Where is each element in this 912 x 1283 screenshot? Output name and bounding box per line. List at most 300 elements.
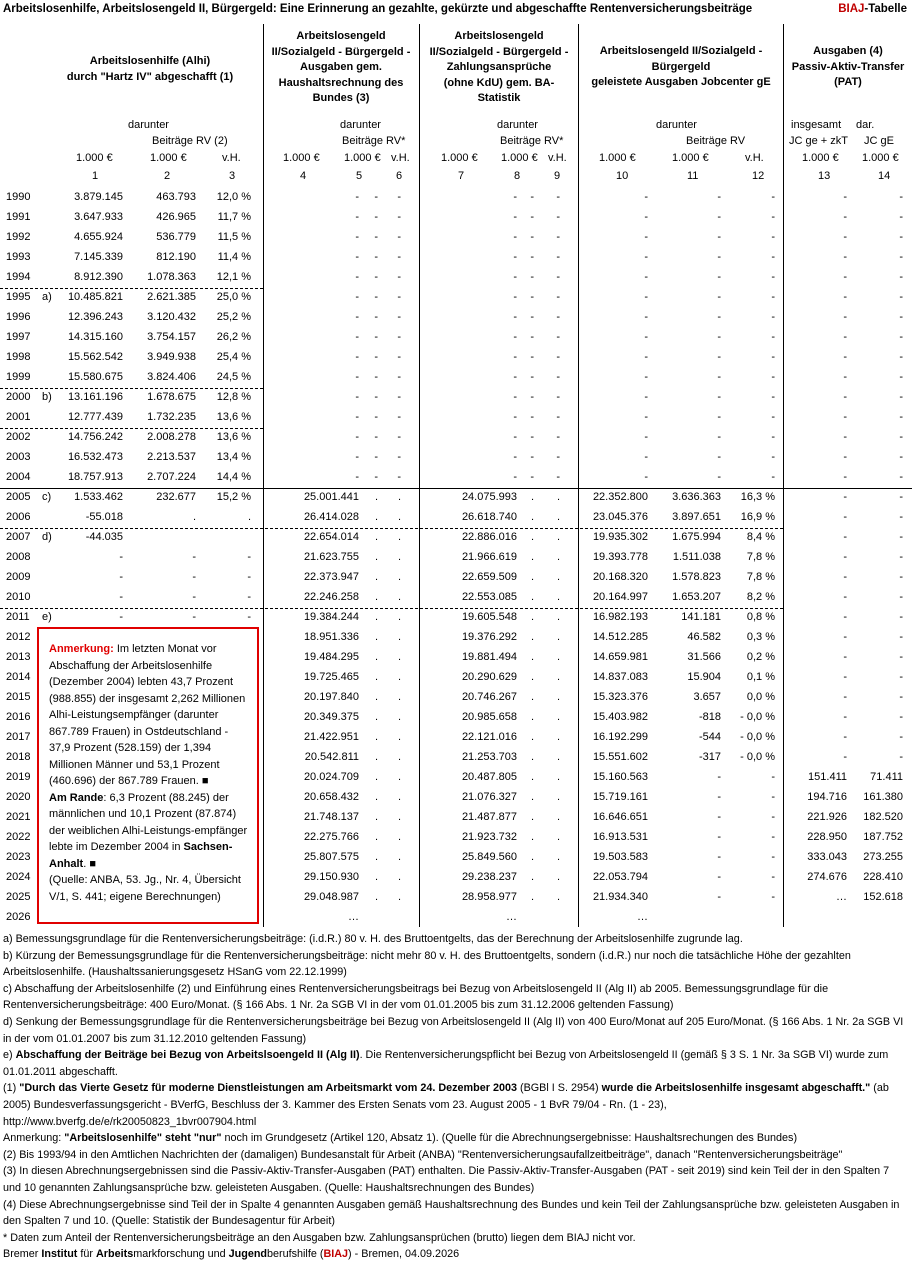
table-row — [0, 428, 912, 448]
unit-label: 1.000 € — [441, 152, 478, 164]
table-cell: 21.748.137 — [303, 811, 359, 823]
table-cell: - — [556, 291, 560, 303]
table-cell: - — [355, 231, 359, 243]
table-cell: 274.676 — [807, 871, 847, 883]
unit-label: 1.000 € — [672, 152, 709, 164]
table-cell: - — [247, 591, 251, 603]
table-cell: - — [644, 391, 648, 403]
table-cell: - — [374, 291, 378, 303]
table-cell: . — [374, 831, 378, 843]
row-year: 2000 — [6, 391, 31, 403]
table-cell: . — [397, 691, 401, 703]
table-cell: 71.411 — [870, 771, 903, 783]
table-cell: . — [556, 711, 560, 723]
table-cell: . — [397, 751, 401, 763]
table-cell: 16.646.651 — [592, 811, 648, 823]
table-cell: 21.422.951 — [303, 731, 359, 743]
footnote-1-bold: "Durch das Vierte Gesetz für moderne Dienstleistungen am Arbeitsmarkt vom 24. Dezember 2003 — [19, 1082, 517, 1095]
table-cell: . — [374, 571, 378, 583]
table-cell: - — [771, 871, 775, 883]
table-cell: - — [556, 431, 560, 443]
table-cell: - — [771, 771, 775, 783]
row-year: 1995 — [6, 291, 31, 303]
column-number: 12 — [752, 170, 765, 182]
header-line: II/Sozialgeld - Bürgergeld - — [271, 45, 411, 58]
footnote-e-prefix: e) — [3, 1049, 16, 1062]
row-year: 1998 — [6, 351, 31, 363]
table-cell: 13,6 % — [216, 411, 251, 423]
table-cell: - — [513, 471, 517, 483]
table-cell: 19.393.778 — [592, 551, 648, 563]
table-row — [0, 468, 912, 488]
header-alhi — [40, 54, 260, 85]
header-line: II/Sozialgeld - Bürgergeld - — [429, 45, 569, 58]
table-cell: . — [556, 771, 560, 783]
table-cell: - — [530, 191, 534, 203]
unit-label: v.H. — [745, 152, 764, 164]
table-cell: . — [374, 871, 378, 883]
table-cell: . — [397, 671, 401, 683]
table-cell: - — [397, 271, 401, 283]
table-cell: - — [899, 591, 903, 603]
table-cell: 26.618.740 — [461, 511, 517, 523]
footnote-anm-bold: "Arbeitslosenhilfe" steht "nur" — [64, 1132, 222, 1145]
table-cell: 15.551.602 — [592, 751, 648, 763]
sub-jc-ge: JC gE — [864, 135, 894, 147]
table-cell: 21.623.755 — [303, 551, 359, 563]
table-cell: . — [374, 671, 378, 683]
table-cell: . — [530, 751, 534, 763]
table-cell: 26,2 % — [216, 331, 251, 343]
table-cell: 16.982.193 — [592, 611, 648, 623]
table-cell: . — [397, 611, 401, 623]
table-cell: - — [556, 251, 560, 263]
table-cell: - — [530, 211, 534, 223]
table-cell: - — [899, 651, 903, 663]
table-cell: 4.655.924 — [74, 231, 123, 243]
table-cell: . — [556, 551, 560, 563]
table-cell: - — [374, 271, 378, 283]
table-cell: - — [899, 291, 903, 303]
footnote-star: * Daten zum Anteil der Rentenversicherungsbeiträge an den Ausgaben bzw. Zahlungsansprüchen (brutto) liegen dem BIAJ nicht vor. — [3, 1231, 636, 1244]
header-line: Statistik — [477, 92, 521, 104]
table-cell: 232.677 — [156, 491, 196, 503]
table-cell: 2.213.537 — [147, 451, 196, 463]
table-cell: - — [843, 711, 847, 723]
table-cell: . — [530, 671, 534, 683]
table-row — [0, 608, 912, 628]
table-cell: . — [556, 591, 560, 603]
table-cell: - — [355, 351, 359, 363]
table-cell: . — [556, 831, 560, 843]
table-cell: -55.018 — [85, 511, 123, 523]
row-year: 2003 — [6, 451, 31, 463]
table-cell: - — [899, 471, 903, 483]
table-cell: . — [530, 611, 534, 623]
table-cell: . — [530, 651, 534, 663]
table-cell: - — [374, 211, 378, 223]
table-cell: 19.725.465 — [303, 671, 359, 683]
table-cell: 29.150.930 — [303, 871, 359, 883]
table-cell: . — [530, 551, 534, 563]
table-cell: - — [717, 391, 721, 403]
table-cell: . — [530, 711, 534, 723]
biaj-part: Jugend — [228, 1248, 268, 1261]
table-cell: - — [374, 351, 378, 363]
row-year: 2012 — [6, 631, 31, 643]
table-row — [0, 588, 912, 608]
table-cell: - — [899, 351, 903, 363]
sub-darunter: darunter — [340, 119, 381, 131]
table-cell: 24.075.993 — [461, 491, 517, 503]
table-cell: - — [843, 571, 847, 583]
unit-label: 1.000 € — [599, 152, 636, 164]
table-cell: . — [374, 651, 378, 663]
table-cell: -44.035 — [85, 531, 123, 543]
row-year: 2015 — [6, 691, 31, 703]
table-cell: - — [530, 411, 534, 423]
sub-dar: dar. — [856, 119, 875, 131]
table-cell: - — [513, 331, 517, 343]
sub-insgesamt: insgesamt — [791, 119, 842, 131]
table-cell: 15.580.675 — [67, 371, 123, 383]
table-cell: 25.807.575 — [303, 851, 359, 863]
table-cell: 7,8 % — [746, 551, 775, 563]
table-cell: - — [843, 551, 847, 563]
table-cell: . — [556, 891, 560, 903]
table-cell: - — [397, 311, 401, 323]
table-cell: - — [771, 431, 775, 443]
table-cell: - — [530, 251, 534, 263]
table-cell: - — [899, 391, 903, 403]
table-cell: 21.487.877 — [461, 811, 517, 823]
row-year: 2025 — [6, 891, 31, 903]
table-cell: . — [247, 511, 251, 523]
table-cell: - — [899, 731, 903, 743]
header-line: Haushaltsrechnung des — [278, 76, 404, 89]
sub-beitraege: Beiträge RV* — [500, 135, 564, 147]
table-cell: 16,9 % — [740, 511, 775, 523]
unit-label: 1.000 € — [150, 152, 187, 164]
table-row — [0, 288, 912, 308]
table-cell: 2.008.278 — [147, 431, 196, 443]
table-cell: 0,1 % — [746, 671, 775, 683]
table-cell: - — [843, 431, 847, 443]
table-cell: - — [119, 591, 123, 603]
row-year: 2016 — [6, 711, 31, 723]
table-cell: 25,0 % — [216, 291, 251, 303]
table-cell: . — [530, 891, 534, 903]
footnote-3: (3) In diesen Abrechnungsergebnissen sind die Passiv-Aktiv-Transfer-Ausgaben (PAT) enthalten. Die Passiv-Aktiv-Transfer-Ausgaben (PAT - seit 2019) sind kein Teil der in den Spalten 7 und 10 genannten Zahlungsansprüche bzw. geleisteten Ausgaben. (Quelle: Haushaltsrechnungen des Bundes) — [3, 1165, 890, 1194]
table-cell: - — [513, 191, 517, 203]
header-haushalt — [266, 29, 416, 107]
table-row — [0, 208, 912, 228]
table-cell: 3.120.432 — [147, 311, 196, 323]
table-cell: - — [717, 851, 721, 863]
table-cell: - — [843, 191, 847, 203]
table-cell: . — [556, 571, 560, 583]
annotation-label: Anmerkung: — [49, 643, 114, 655]
column-number: 9 — [554, 170, 561, 182]
table-cell: - — [771, 291, 775, 303]
table-cell: - — [556, 271, 560, 283]
unit-label: 1.000 € — [802, 152, 839, 164]
table-cell: 18.951.336 — [303, 631, 359, 643]
row-year: 2018 — [6, 751, 31, 763]
table-cell: - — [374, 251, 378, 263]
table-cell: - — [513, 411, 517, 423]
table-cell: - — [843, 651, 847, 663]
table-cell: 7,8 % — [746, 571, 775, 583]
table-cell: 14,4 % — [216, 471, 251, 483]
table-cell: - — [397, 431, 401, 443]
table-cell: - — [355, 211, 359, 223]
table-cell: - — [899, 271, 903, 283]
table-cell: 12,8 % — [216, 391, 251, 403]
table-cell: 28.958.977 — [461, 891, 517, 903]
table-cell: - — [899, 371, 903, 383]
header-line: Arbeitslosengeld — [296, 30, 386, 42]
table-cell: - — [644, 311, 648, 323]
annotation-region: Sachsen-Anhalt — [49, 841, 233, 870]
column-number: 6 — [396, 170, 403, 182]
table-cell: 21.934.340 — [592, 891, 648, 903]
table-cell: . — [374, 591, 378, 603]
table-cell: . — [374, 791, 378, 803]
footnote-1 — [3, 1080, 909, 1130]
table-cell: - 0,0 % — [740, 731, 775, 743]
row-year: 2020 — [6, 791, 31, 803]
table-cell: 13,6 % — [216, 431, 251, 443]
table-cell: 426.965 — [156, 211, 196, 223]
table-cell: - — [843, 611, 847, 623]
unit-label: v.H. — [222, 152, 241, 164]
table-cell: - — [843, 531, 847, 543]
table-cell: - — [771, 831, 775, 843]
table-cell: - — [397, 211, 401, 223]
table-cell: 8,2 % — [746, 591, 775, 603]
table-cell: . — [374, 491, 378, 503]
table-cell: -544 — [698, 731, 721, 743]
biaj-part: markforschung und — [133, 1248, 229, 1261]
row-year: 2024 — [6, 871, 31, 883]
table-cell: . — [397, 811, 401, 823]
header-line: Ausgaben (4) — [813, 45, 883, 57]
unit-label: 1.000 € — [283, 152, 320, 164]
sub-jc-zkt: JC ge + zkT — [789, 135, 848, 147]
table-cell: . — [374, 891, 378, 903]
table-cell: - — [717, 431, 721, 443]
table-cell: 21.966.619 — [461, 551, 517, 563]
table-cell: - — [771, 311, 775, 323]
header-ba-statistik — [422, 29, 576, 107]
table-cell: - — [843, 231, 847, 243]
table-cell: - — [644, 371, 648, 383]
table-cell: - — [397, 191, 401, 203]
table-cell: -317 — [698, 751, 721, 763]
row-year: 2007 — [6, 531, 31, 543]
row-year: 2013 — [6, 651, 31, 663]
table-cell: 1.678.675 — [147, 391, 196, 403]
table-cell: - — [556, 471, 560, 483]
biaj-part: für — [77, 1248, 96, 1261]
brand-label — [838, 3, 907, 15]
table-cell: - — [717, 231, 721, 243]
table-cell: 1.578.823 — [672, 571, 721, 583]
unit-label: v.H. — [391, 152, 410, 164]
table-cell: - — [771, 211, 775, 223]
table-cell: - — [717, 811, 721, 823]
row-year: 1997 — [6, 331, 31, 343]
table-cell: - — [843, 691, 847, 703]
table-cell: - — [556, 211, 560, 223]
table-cell: - — [374, 471, 378, 483]
table-cell: - — [192, 611, 196, 623]
table-cell: - — [119, 611, 123, 623]
table-cell: 19.384.244 — [303, 611, 359, 623]
table-cell: 22.659.509 — [461, 571, 517, 583]
table-cell: - — [556, 371, 560, 383]
table-cell: - — [771, 891, 775, 903]
table-cell: - — [530, 471, 534, 483]
table-cell: . — [374, 691, 378, 703]
separator-2000 — [0, 388, 263, 389]
table-cell: . — [374, 731, 378, 743]
table-row — [0, 368, 912, 388]
table-cell: 10.485.821 — [67, 291, 123, 303]
table-cell: - — [644, 251, 648, 263]
table-cell: - — [717, 351, 721, 363]
table-cell: 0,2 % — [746, 651, 775, 663]
footnote-b: b) Kürzung der Bemessungsgrundlage für die Rentenversicherungsbeiträge: nicht mehr 80 v. H. des Bruttoentgelts, sondern (i.d.R.) nur noch die tatsächliche Höhe der gezahlten Arbeitslosenhilfe. (Haushaltssanierungsgesetz HSanG vom 22.12.1999) — [3, 949, 851, 979]
table-cell: - — [899, 331, 903, 343]
table-cell: . — [556, 871, 560, 883]
table-cell: - — [899, 611, 903, 623]
table-cell: - — [717, 331, 721, 343]
footnote-1-prefix: (1) — [3, 1082, 20, 1095]
table-cell: - — [192, 551, 196, 563]
table-cell: . — [556, 531, 560, 543]
table-cell: - — [397, 251, 401, 263]
table-cell: - — [247, 571, 251, 583]
header-jobcenter — [580, 44, 782, 91]
separator-2005 — [0, 488, 912, 489]
table-cell: - — [530, 371, 534, 383]
table-cell: - — [530, 351, 534, 363]
table-cell: . — [530, 531, 534, 543]
table-cell: - — [771, 851, 775, 863]
table-cell: - — [717, 211, 721, 223]
table-cell: - — [397, 291, 401, 303]
column-number: 7 — [458, 170, 465, 182]
table-row — [0, 328, 912, 348]
unit-label: 1.000 € — [344, 152, 381, 164]
table-cell: 333.043 — [807, 851, 847, 863]
table-cell: … — [348, 911, 359, 923]
footnote-anm-prefix: Anmerkung: — [3, 1132, 65, 1145]
table-cell: 0,0 % — [746, 691, 775, 703]
table-cell: - — [644, 451, 648, 463]
row-year: 2005 — [6, 491, 31, 503]
table-cell: - — [843, 591, 847, 603]
table-cell: 22.654.014 — [303, 531, 359, 543]
footnote-c: c) Abschaffung der Arbeitslosenhilfe (2) und Einführung eines Rentenversicherungsbeitrags bei Bezug von Arbeitslosengeld II (Alg II) ab 2005. Bemessungsgrundlage für die Rentenversicherungsbeiträge: 400 Euro/Monat. (§ 166 Abs. 1 Nr. 2a SGB VI in der vom 01.01.2005 bis zum 31.12.2006 geltenden Fassung) — [3, 982, 829, 1012]
biaj-part: Institut — [41, 1248, 78, 1261]
table-row — [0, 548, 912, 568]
table-cell: - — [374, 231, 378, 243]
table-cell: . — [556, 731, 560, 743]
table-cell: . — [374, 531, 378, 543]
row-year: 2011 — [6, 611, 30, 623]
footnote-d: d) Senkung der Bemessungsgrundlage für die Rentenversicherungsbeiträge bei Bezug von Arbeitslosengeld II (Alg II) von 400 Euro/Monat auf 205 Euro/Monat. (§ 166 Abs. 1 Nr. 2a SGB VI in der vom 01.01.2007 bis zum 31.12.2010 geltenden Fassung) — [3, 1015, 904, 1045]
footnote-e-text: . Die Rentenversicherungspflicht bei Bezug von Arbeitslosengeld II (gemäß § 3 S. 1 Nr. 3a SGB VI) wurde zum 01.01.2011 abgeschafft. — [3, 1049, 889, 1078]
table-cell: 46.582 — [687, 631, 721, 643]
table-cell: 24,5 % — [216, 371, 251, 383]
table-cell: - — [771, 451, 775, 463]
header-line: Arbeitslosengeld — [454, 30, 544, 42]
table-cell: … — [836, 891, 847, 903]
column-number: 10 — [616, 170, 629, 182]
table-cell: . — [397, 531, 401, 543]
unit-label: 1.000 € — [501, 152, 538, 164]
table-cell: - — [374, 331, 378, 343]
footnote-e — [3, 1047, 909, 1080]
header-line: durch "Hartz IV" abgeschafft (1) — [66, 70, 234, 83]
column-number: 5 — [356, 170, 363, 182]
biaj-part: BIAJ — [323, 1248, 349, 1261]
table-cell: - — [513, 451, 517, 463]
table-cell: 3.897.651 — [672, 511, 721, 523]
table-cell: - — [899, 691, 903, 703]
row-year: 2004 — [6, 471, 31, 483]
row-year: 1999 — [6, 371, 31, 383]
table-cell: 3.636.363 — [672, 491, 721, 503]
table-cell: 12,1 % — [216, 271, 251, 283]
table-cell: . — [556, 791, 560, 803]
table-cell: - — [556, 311, 560, 323]
table-cell: 19.376.292 — [461, 631, 517, 643]
table-cell: 12.777.439 — [67, 411, 123, 423]
table-cell: 26.414.028 — [303, 511, 359, 523]
table-cell: 20.746.267 — [461, 691, 517, 703]
table-cell: - — [717, 471, 721, 483]
table-cell: - — [374, 431, 378, 443]
table-cell: . — [397, 891, 401, 903]
table-cell: - — [247, 611, 251, 623]
table-cell: 25.849.560 — [461, 851, 517, 863]
row-year: 1996 — [6, 311, 31, 323]
table-cell: - — [717, 311, 721, 323]
table-cell: - — [397, 451, 401, 463]
table-cell: - — [192, 591, 196, 603]
table-cell: 22.121.016 — [461, 731, 517, 743]
table-cell: - — [843, 411, 847, 423]
table-cell: - — [771, 191, 775, 203]
table-cell: - — [644, 471, 648, 483]
row-footnote-marker: a) — [42, 291, 52, 303]
unit-label: 1.000 € — [76, 152, 113, 164]
table-row — [0, 268, 912, 288]
table-cell: - — [843, 271, 847, 283]
table-cell: 15.323.376 — [592, 691, 648, 703]
row-year: 1990 — [6, 191, 31, 203]
table-cell: 0,8 % — [746, 611, 775, 623]
column-number: 13 — [818, 170, 831, 182]
table-cell: 15.160.563 — [592, 771, 648, 783]
table-cell: 13.161.196 — [67, 391, 123, 403]
table-cell: 20.487.805 — [461, 771, 517, 783]
row-year: 2019 — [6, 771, 31, 783]
